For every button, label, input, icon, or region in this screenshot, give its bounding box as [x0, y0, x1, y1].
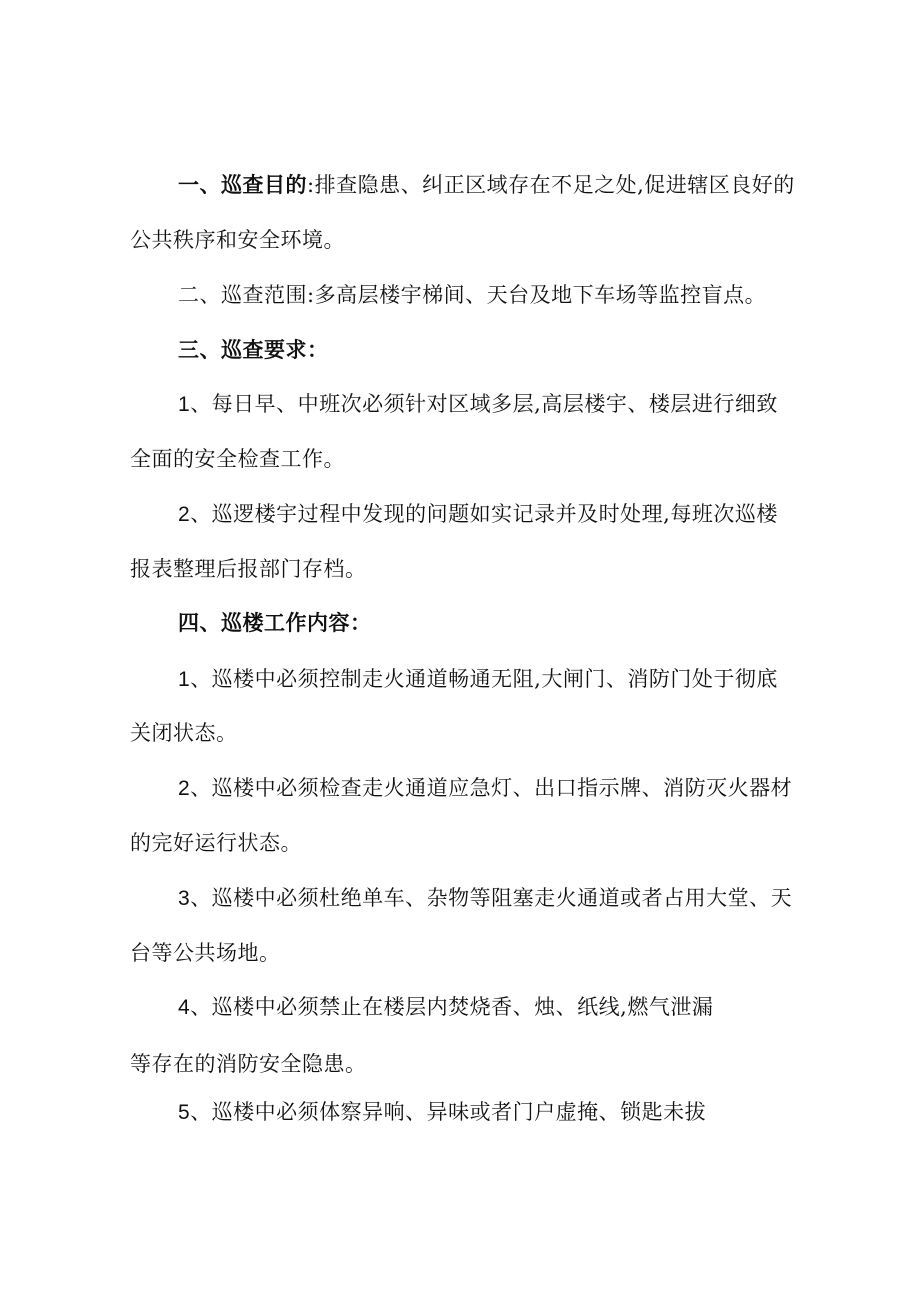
item-number: 1	[178, 393, 191, 416]
section-4-item-3-line-2: 台等公共场地。	[130, 941, 281, 965]
item-text: 、巡楼中必须检查走火通道应急灯、出口指示牌、消防灭火器材	[190, 776, 793, 800]
item-number: 5	[178, 1101, 191, 1124]
item-number: 3	[178, 887, 191, 910]
section-1-heading: 一、巡查目的	[178, 173, 307, 197]
item-text: 、每日早、中班次必须针对区域多层,高层楼宇、楼层进行细致	[190, 392, 778, 416]
item-text: 、巡楼中必须体察异响、异味或者门户虚掩、锁匙未拔	[190, 1100, 707, 1124]
item-text: 、巡楼中必须杜绝单车、杂物等阻塞走火通道或者占用大堂、天	[190, 886, 793, 910]
section-1-line-2: 公共秩序和安全环境。	[130, 228, 345, 252]
section-4-item-1-line-2: 关闭状态。	[130, 721, 238, 745]
section-4-heading: 四、巡楼工作内容：	[178, 611, 372, 635]
item-number: 2	[178, 777, 191, 800]
section-4-item-4-line-1	[178, 993, 713, 1022]
section-4-item-3-line-1	[178, 884, 792, 913]
section-4-item-1-line-1	[178, 665, 778, 694]
item-text: 、巡楼中必须禁止在楼层内焚烧香、烛、纸线,燃气泄漏	[190, 995, 714, 1019]
section-4-item-2-line-1	[178, 774, 792, 803]
section-3-item-1-line-1	[178, 390, 778, 419]
section-3-item-2-line-2: 报表整理后报部门存档。	[130, 557, 367, 581]
section-4-item-2-line-2: 的完好运行状态。	[130, 831, 302, 855]
section-3-item-1-line-2: 全面的安全检查工作。	[130, 447, 345, 471]
item-number: 1	[178, 668, 191, 691]
section-2-line: 二、巡查范围:多高层楼宇梯间、天台及地下车场等监控盲点。	[178, 283, 767, 307]
section-4-item-5-line-1	[178, 1098, 706, 1127]
item-text: 、巡逻楼宇过程中发现的问题如实记录并及时处理,每班次巡楼	[190, 502, 778, 526]
item-number: 2	[178, 503, 191, 526]
section-1-line-1	[178, 171, 795, 199]
item-number: 4	[178, 996, 191, 1019]
item-text: 、巡楼中必须控制走火通道畅通无阻,大闸门、消防门处于彻底	[190, 667, 778, 691]
section-1-text: :排查隐患、纠正区域存在不足之处,促进辖区良好的	[307, 173, 795, 197]
section-3-heading: 三、巡查要求：	[178, 338, 329, 362]
section-4-item-4-line-2: 等存在的消防安全隐患。	[130, 1052, 367, 1076]
section-3-item-2-line-1	[178, 500, 778, 529]
